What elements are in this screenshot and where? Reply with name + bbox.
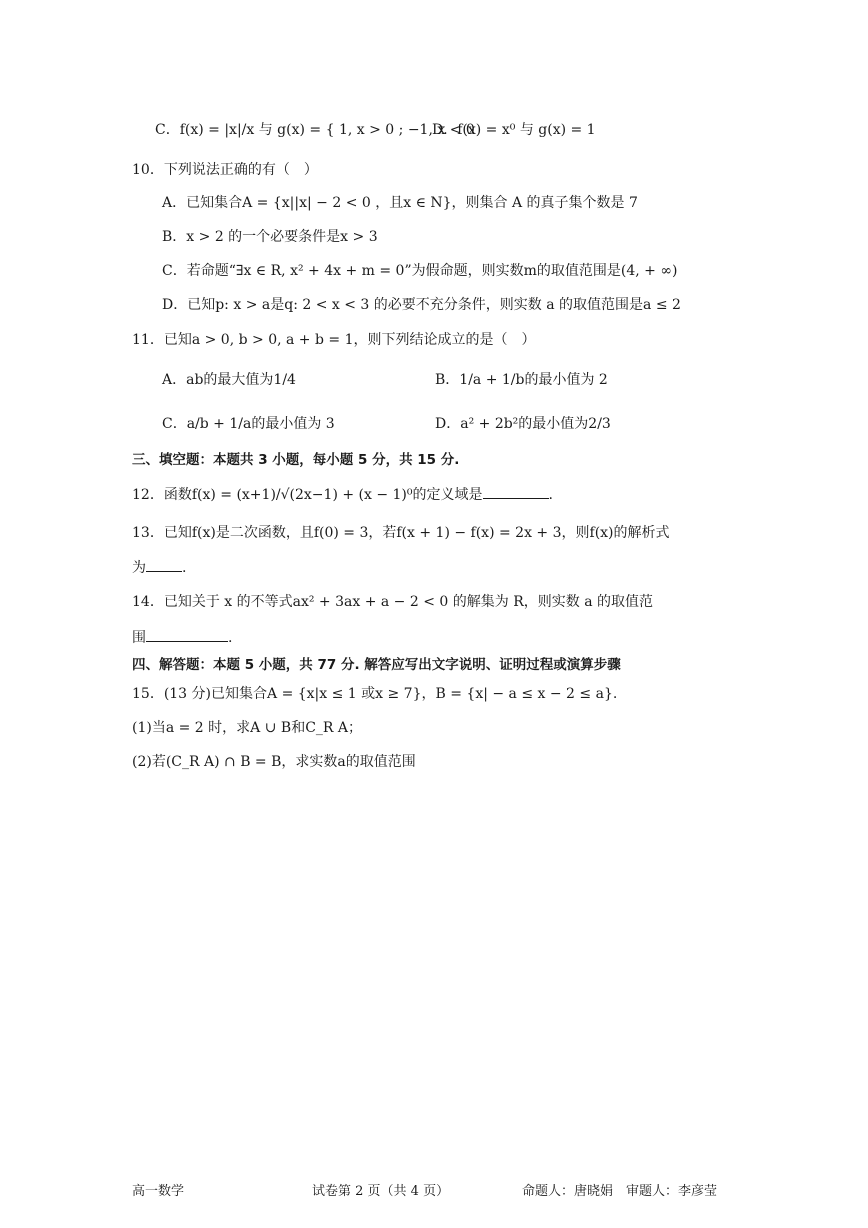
q12 (132, 484, 553, 505)
q10-option-a: A．已知集合A = {x||x| − 2 < 0 ，且x ∈ N}，则集合 A 的真子集个数是 7 (162, 195, 638, 211)
section-4-heading: 四、解答题：本题 5 小题，共 77 分. 解答应写出文字说明、证明过程或演算步骤 (132, 657, 621, 673)
q14-line2 (132, 627, 232, 648)
q13-line1: 13．已知f(x)是二次函数，且f(0) = 3，若f(x + 1) − f(x) = 2x + 3，则f(x)的解析式 (132, 525, 670, 541)
footer-subject: 高一数学 (132, 1184, 185, 1199)
q13-prefix: 为 (132, 560, 146, 576)
q13-answer-blank (146, 557, 182, 572)
q14-prefix: 围 (132, 630, 146, 646)
footer-reviewer: 审题人：李彦莹 (626, 1184, 718, 1199)
q13-period: . (182, 560, 187, 576)
q11-stem: 11．已知a > 0, b > 0, a + b = 1，则下列结论成立的是（ ） (132, 332, 536, 348)
q10-stem: 10．下列说法正确的有（ ） (132, 162, 318, 178)
q14-period: . (228, 630, 233, 646)
q11-option-d: D．a² + 2b²的最小值为2/3 (435, 416, 611, 432)
footer-page-number: 试卷第 2 页（共 4 页） (312, 1184, 450, 1199)
q12-answer-blank (483, 484, 549, 499)
q10-option-d: D．已知p: x > a是q: 2 < x < 3 的必要不充分条件，则实数 a 的取值范围是a ≤ 2 (162, 297, 681, 313)
q11-option-a: A．ab的最大值为1/4 (162, 372, 296, 388)
section-3-heading: 三、填空题：本题共 3 小题，每小题 5 分，共 15 分. (132, 452, 460, 468)
q9-option-c: C．f(x) = |x|/x 与 g(x) = { 1, x > 0 ; −1, x < 0 (155, 122, 475, 138)
q13-line2 (132, 557, 186, 578)
q11-option-b: B．1/a + 1/b的最小值为 2 (435, 372, 608, 388)
q14-answer-blank (146, 627, 228, 642)
q15-part-1: (1)当a = 2 时，求A ∪ B和C_R A； (132, 720, 363, 736)
q10-option-c: C．若命题“∃x ∈ R, x² + 4x + m = 0”为假命题，则实数m的取值范围是(4, + ∞) (162, 263, 678, 279)
footer-author: 命题人：唐晓娟 (522, 1184, 614, 1199)
q15-part-2: (2)若(C_R A) ∩ B = B，求实数a的取值范围 (132, 754, 416, 770)
q12-period: . (548, 487, 553, 503)
q11-option-c: C．a/b + 1/a的最小值为 3 (162, 416, 335, 432)
q12-text: 12．函数f(x) = (x+1)/√(2x−1) + (x − 1)⁰的定义域是 (132, 487, 483, 503)
q15-stem: 15．(13 分)已知集合A = {x|x ≤ 1 或x ≥ 7}，B = {x| − a ≤ x − 2 ≤ a}. (132, 686, 618, 702)
q9-option-d: D．f(x) = x⁰ 与 g(x) = 1 (432, 122, 596, 138)
q10-option-b: B．x > 2 的一个必要条件是x > 3 (162, 229, 378, 245)
q14-line1: 14．已知关于 x 的不等式ax² + 3ax + a − 2 < 0 的解集为 R，则实数 a 的取值范 (132, 594, 653, 610)
